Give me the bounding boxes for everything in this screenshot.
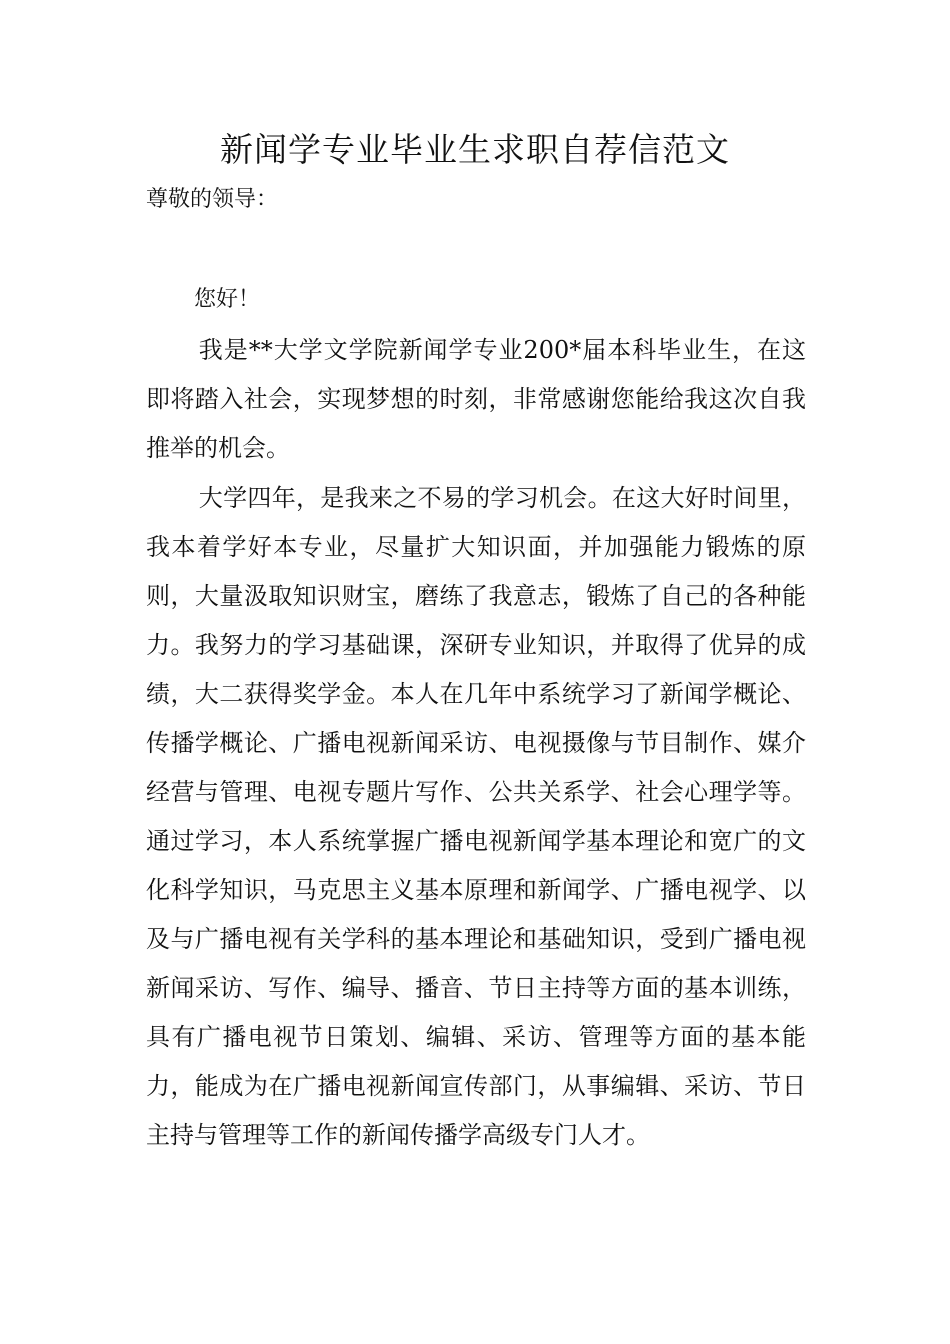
document-title: 新闻学专业毕业生求职自荐信范文	[220, 130, 730, 169]
salutation: 尊敬的领导：	[146, 187, 279, 212]
greeting: 您好！	[194, 287, 261, 312]
paragraph-university-study: 大学四年，是我来之不易的学习机会。在这大好时间里，我本着学好本专业，尽量扩大知识面，并加强能力锻炼的原则，大量汲取知识财宝，磨练了我意志，锻炼了自己的各种能力。我努力的学习基础课，深研专业知识，并取得了优异的成绩，大二获得奖学金。本人在几年中系统学习了新闻学概论、传播学概论、广播电视新闻采访、电视摄像与节目制作、媒介经营与管理、电视专题片写作、公共关系学、社会心理学等。通过学习，本人系统掌握广播电视新闻学基本理论和宽广的文化科学知识，马克思主义基本原理和新闻学、广播电视学、以及与广播电视有关学科的基本理论和基础知识，受到广播电视新闻采访、写作、编导、播音、节日主持等方面的基本训练，具有广播电视节日策划、编辑、采访、管理等方面的基本能力，能成为在广播电视新闻宣传部门，从事编辑、采访、节日主持与管理等工作的新闻传播学高级专门人才。	[146, 484, 806, 1149]
paragraph-introduction: 我是**大学文学院新闻学专业200*届本科毕业生，在这即将踏入社会，实现梦想的时刻，非常感谢您能给我这次自我推举的机会。	[146, 336, 806, 462]
